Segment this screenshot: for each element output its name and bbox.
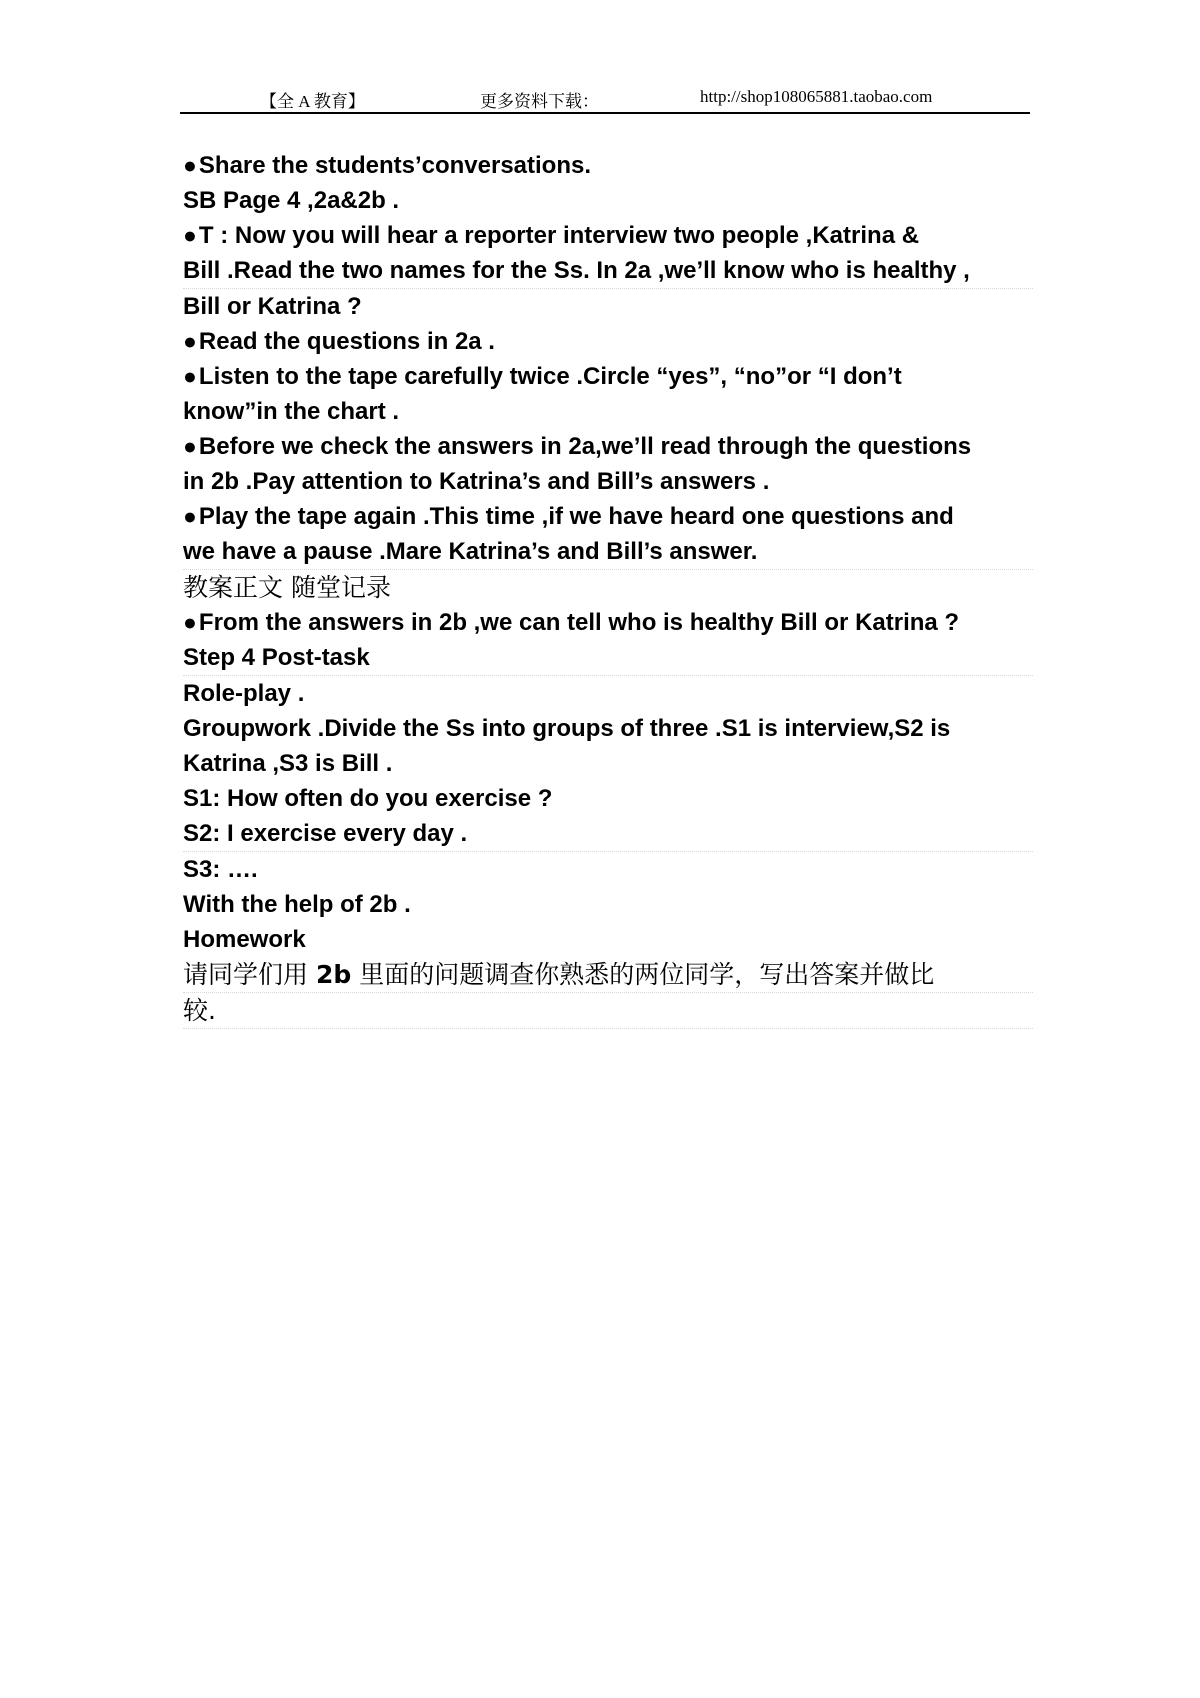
document-body	[183, 148, 1033, 1029]
bullet-icon: ●	[183, 328, 197, 354]
homework-heading: Homework	[183, 926, 306, 953]
text-line: S3: ….	[183, 856, 258, 883]
header-url: http://shop108065881.taobao.com	[700, 87, 933, 106]
text-line: ●Share the students’conversations.	[183, 152, 592, 179]
text-line: Bill or Katrina ?	[183, 293, 362, 320]
text-line: Role-play .	[183, 680, 305, 707]
text-line: know”in the chart .	[183, 398, 400, 425]
header-brand: 【全 A 教育】	[260, 92, 365, 111]
text-line: Groupwork .Divide the Ss into groups of three .S1 is interview,S2 is	[183, 715, 951, 742]
text-line: ●From the answers in 2b ,we can tell who is healthy Bill or Katrina ?	[183, 609, 960, 636]
text-line: ●Before we check the answers in 2a,we’ll read through the questions	[183, 433, 972, 460]
bullet-icon: ●	[183, 433, 197, 459]
text-line: SB Page 4 ,2a&2b .	[183, 187, 400, 214]
bullet-icon: ●	[183, 222, 197, 248]
text-line: ●T : Now you will hear a reporter interview two people ,Katrina &	[183, 222, 920, 249]
text-line: ●Listen to the tape carefully twice .Circle “yes”, “no”or “I don’t	[183, 363, 902, 390]
header-download-label: 更多资料下载：	[480, 92, 599, 111]
text-line: in 2b .Pay attention to Katrina’s and Bill’s answers .	[183, 468, 770, 495]
text-line: Katrina ,S3 is Bill .	[183, 750, 393, 777]
step-heading: Step 4 Post-task	[183, 640, 1033, 676]
text-line: ●Read the questions in 2a .	[183, 328, 495, 355]
homework-text: 请同学们用 2b 里面的问题调查你熟悉的两位同学，写出答案并做比	[183, 957, 1033, 993]
text-line: we have a pause .Mare Katrina’s and Bill’s answer.	[183, 534, 1033, 570]
bullet-icon: ●	[183, 609, 197, 635]
text-line: S2: I exercise every day .	[183, 816, 1033, 852]
text-line: Bill .Read the two names for the Ss. In 2a ,we’ll know who is healthy ,	[183, 253, 1033, 289]
bullet-icon: ●	[183, 503, 197, 529]
section-heading-cn: 教案正文 随堂记录	[183, 573, 391, 602]
homework-text-cont: 较.	[183, 993, 1033, 1029]
page-header	[180, 82, 1030, 114]
text-line: With the help of 2b .	[183, 891, 411, 918]
bullet-icon: ●	[183, 152, 197, 178]
bullet-icon: ●	[183, 363, 197, 389]
text-line: S1: How often do you exercise ?	[183, 785, 553, 812]
text-line: ●Play the tape again .This time ,if we have heard one questions and	[183, 503, 954, 530]
